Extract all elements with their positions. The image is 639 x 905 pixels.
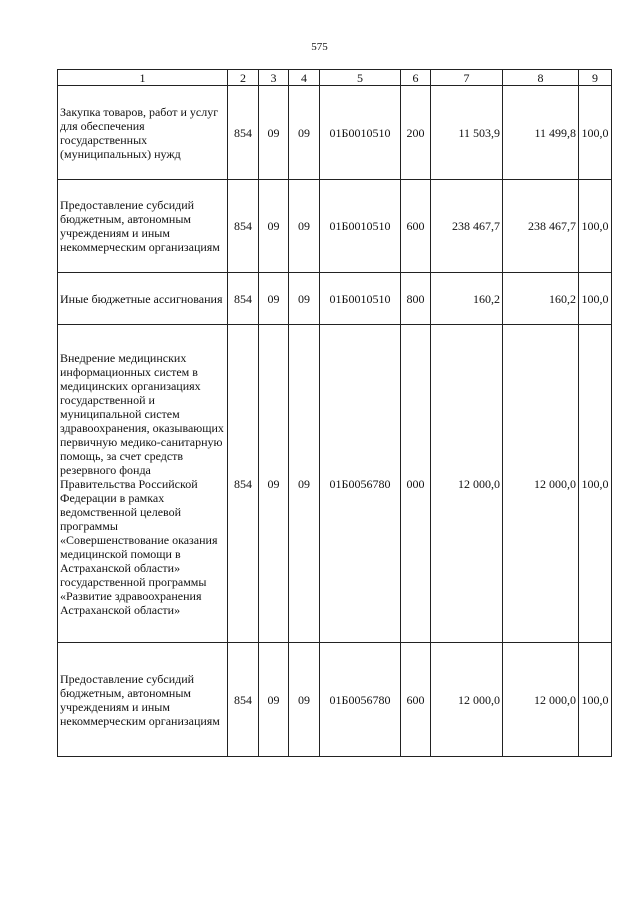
table-row <box>58 273 612 325</box>
row-name: Закупка товаров, работ и услуг для обеспечения государственных (муниципальных) нужд <box>58 86 228 180</box>
cell-planned: 238 467,7 <box>431 180 503 273</box>
cell-expense-type: 000 <box>401 325 431 643</box>
cell-executed: 12 000,0 <box>503 325 579 643</box>
cell-ministry-code: 854 <box>228 273 259 325</box>
cell-subsection: 09 <box>289 273 320 325</box>
column-header: 8 <box>503 70 579 86</box>
cell-executed: 12 000,0 <box>503 643 579 757</box>
cell-planned: 11 503,9 <box>431 86 503 180</box>
cell-planned: 12 000,0 <box>431 325 503 643</box>
column-header: 3 <box>259 70 289 86</box>
cell-target-article: 01Б0010510 <box>320 273 401 325</box>
cell-percent: 100,0 <box>579 325 612 643</box>
column-header: 6 <box>401 70 431 86</box>
cell-expense-type: 200 <box>401 86 431 180</box>
cell-target-article: 01Б0010510 <box>320 180 401 273</box>
cell-subsection: 09 <box>289 86 320 180</box>
cell-expense-type: 600 <box>401 180 431 273</box>
cell-percent: 100,0 <box>579 86 612 180</box>
column-header: 7 <box>431 70 503 86</box>
row-name: Внедрение медицинских информационных систем в медицинских организациях государственной и муниципальной систем здравоохранения, оказывающих первичную медико-санитарную помощь, за счет средств резервного фонда Правительства Российской Федерации в рамках ведомственной целевой программы «Совершенствование оказания медицинской помощи в Астраханской области» государственной программы «Развитие здравоохранения Астраханской области» <box>58 325 228 643</box>
column-header: 1 <box>58 70 228 86</box>
row-name: Предоставление субсидий бюджетным, автономным учреждениям и иным некоммерческим организациям <box>58 643 228 757</box>
column-header: 4 <box>289 70 320 86</box>
cell-executed: 160,2 <box>503 273 579 325</box>
budget-table <box>57 69 612 757</box>
table-row <box>58 643 612 757</box>
cell-percent: 100,0 <box>579 180 612 273</box>
cell-section: 09 <box>259 86 289 180</box>
table-row <box>58 86 612 180</box>
cell-target-article: 01Б0056780 <box>320 325 401 643</box>
cell-percent: 100,0 <box>579 643 612 757</box>
cell-subsection: 09 <box>289 643 320 757</box>
cell-ministry-code: 854 <box>228 86 259 180</box>
cell-section: 09 <box>259 273 289 325</box>
cell-subsection: 09 <box>289 180 320 273</box>
table-row <box>58 180 612 273</box>
cell-subsection: 09 <box>289 325 320 643</box>
table-row <box>58 325 612 643</box>
cell-executed: 238 467,7 <box>503 180 579 273</box>
row-name: Предоставление субсидий бюджетным, автономным учреждениям и иным некоммерческим организациям <box>58 180 228 273</box>
cell-ministry-code: 854 <box>228 180 259 273</box>
cell-planned: 160,2 <box>431 273 503 325</box>
page-number: 575 <box>311 41 328 53</box>
column-header: 2 <box>228 70 259 86</box>
cell-target-article: 01Б0056780 <box>320 643 401 757</box>
cell-target-article: 01Б0010510 <box>320 86 401 180</box>
cell-ministry-code: 854 <box>228 643 259 757</box>
table-header-row <box>58 70 612 86</box>
cell-expense-type: 600 <box>401 643 431 757</box>
cell-planned: 12 000,0 <box>431 643 503 757</box>
cell-section: 09 <box>259 325 289 643</box>
column-header: 5 <box>320 70 401 86</box>
cell-section: 09 <box>259 180 289 273</box>
cell-expense-type: 800 <box>401 273 431 325</box>
cell-section: 09 <box>259 643 289 757</box>
row-name: Иные бюджетные ассигнования <box>58 273 228 325</box>
column-header: 9 <box>579 70 612 86</box>
cell-ministry-code: 854 <box>228 325 259 643</box>
cell-executed: 11 499,8 <box>503 86 579 180</box>
cell-percent: 100,0 <box>579 273 612 325</box>
